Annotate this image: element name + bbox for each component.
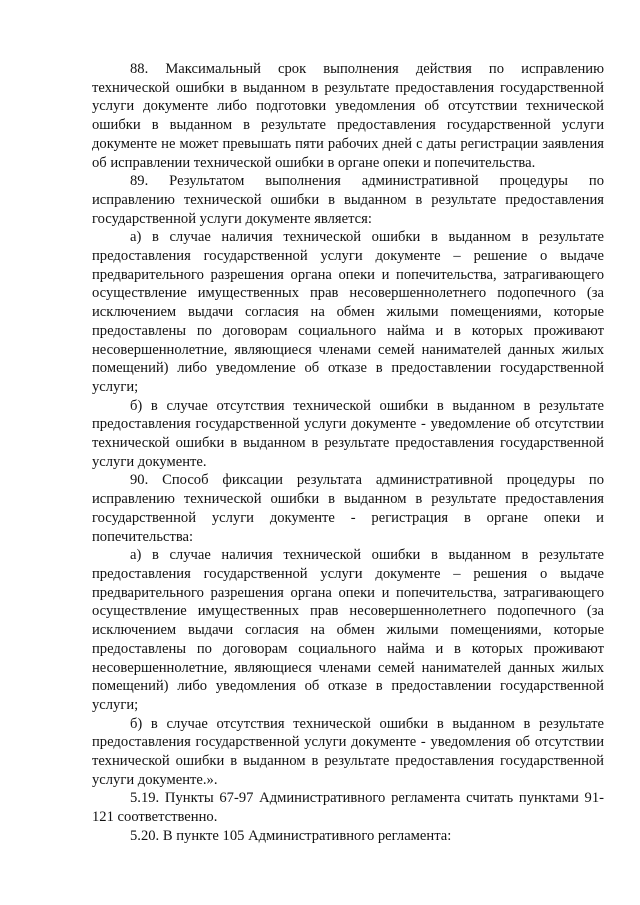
paragraph-89-a: а) в случае наличия технической ошибки в выданном в результате предоставления государственной услуги документе – решение о выдаче предварительного разрешения органа опеки и попечительства, затрагивающего осуществление имущественных прав несовершеннолетнего подопечного (за исключением выдачи согласия на обмен жилыми помещениями, которые предоставлены по договорам социального найма и в которых проживают несовершеннолетние, являющиеся членами семей нанимателей данных жилых помещений) либо уведомление об отказе в предоставлении государственной услуги;	[92, 229, 604, 395]
paragraph-5-19: 5.19. Пункты 67-97 Административного регламента считать пунктами 91-121 соответственно.	[92, 790, 604, 826]
document-page	[92, 60, 604, 846]
paragraph-89: 89. Результатом выполнения административной процедуры по исправлению технической ошибки в выданном в результате предоставления государственной услуги документе является:	[92, 173, 604, 227]
paragraph-89-b: б) в случае отсутствия технической ошибки в выданном в результате предоставления государственной услуги документе - уведомление об отсутствии технической ошибки в выданном в результате предоставления государственной услуги документе.	[92, 397, 604, 470]
paragraph-88: 88. Максимальный срок выполнения действия по исправлению технической ошибки в выданном в результате предоставления государственной услуги документе либо подготовки уведомления об отсутствии технической ошибки в выданном в результате предоставления государственной услуги документе не может превышать пяти рабочих дней с даты регистрации заявления об исправлении технической ошибки в органе опеки и попечительства.	[92, 61, 604, 171]
paragraph-5-20: 5.20. В пункте 105 Административного регламента:	[130, 827, 452, 844]
paragraph-90-a: а) в случае наличия технической ошибки в выданном в результате предоставления государственной услуги документе – решения о выдаче предварительного разрешения органа опеки и попечительства, затрагивающего осуществление имущественных прав несовершеннолетнего подопечного (за исключением выдачи согласия на обмен жилыми помещениями, которые предоставлены по договорам социального найма и в которых проживают несовершеннолетние, являющиеся членами семей нанимателей данных жилых помещений) либо уведомления об отказе в предоставлении государственной услуги;	[92, 547, 604, 713]
paragraph-90-b: б) в случае отсутствия технической ошибки в выданном в результате предоставления государственной услуги документе - уведомления об отсутствии технической ошибки в выданном в результате предоставления государственной услуги документе.».	[92, 715, 604, 788]
paragraph-90: 90. Способ фиксации результата административной процедуры по исправлению технической ошибки в выданном в результате предоставления государственной услуги документе - регистрация в органе опеки и попечительства:	[92, 472, 604, 545]
